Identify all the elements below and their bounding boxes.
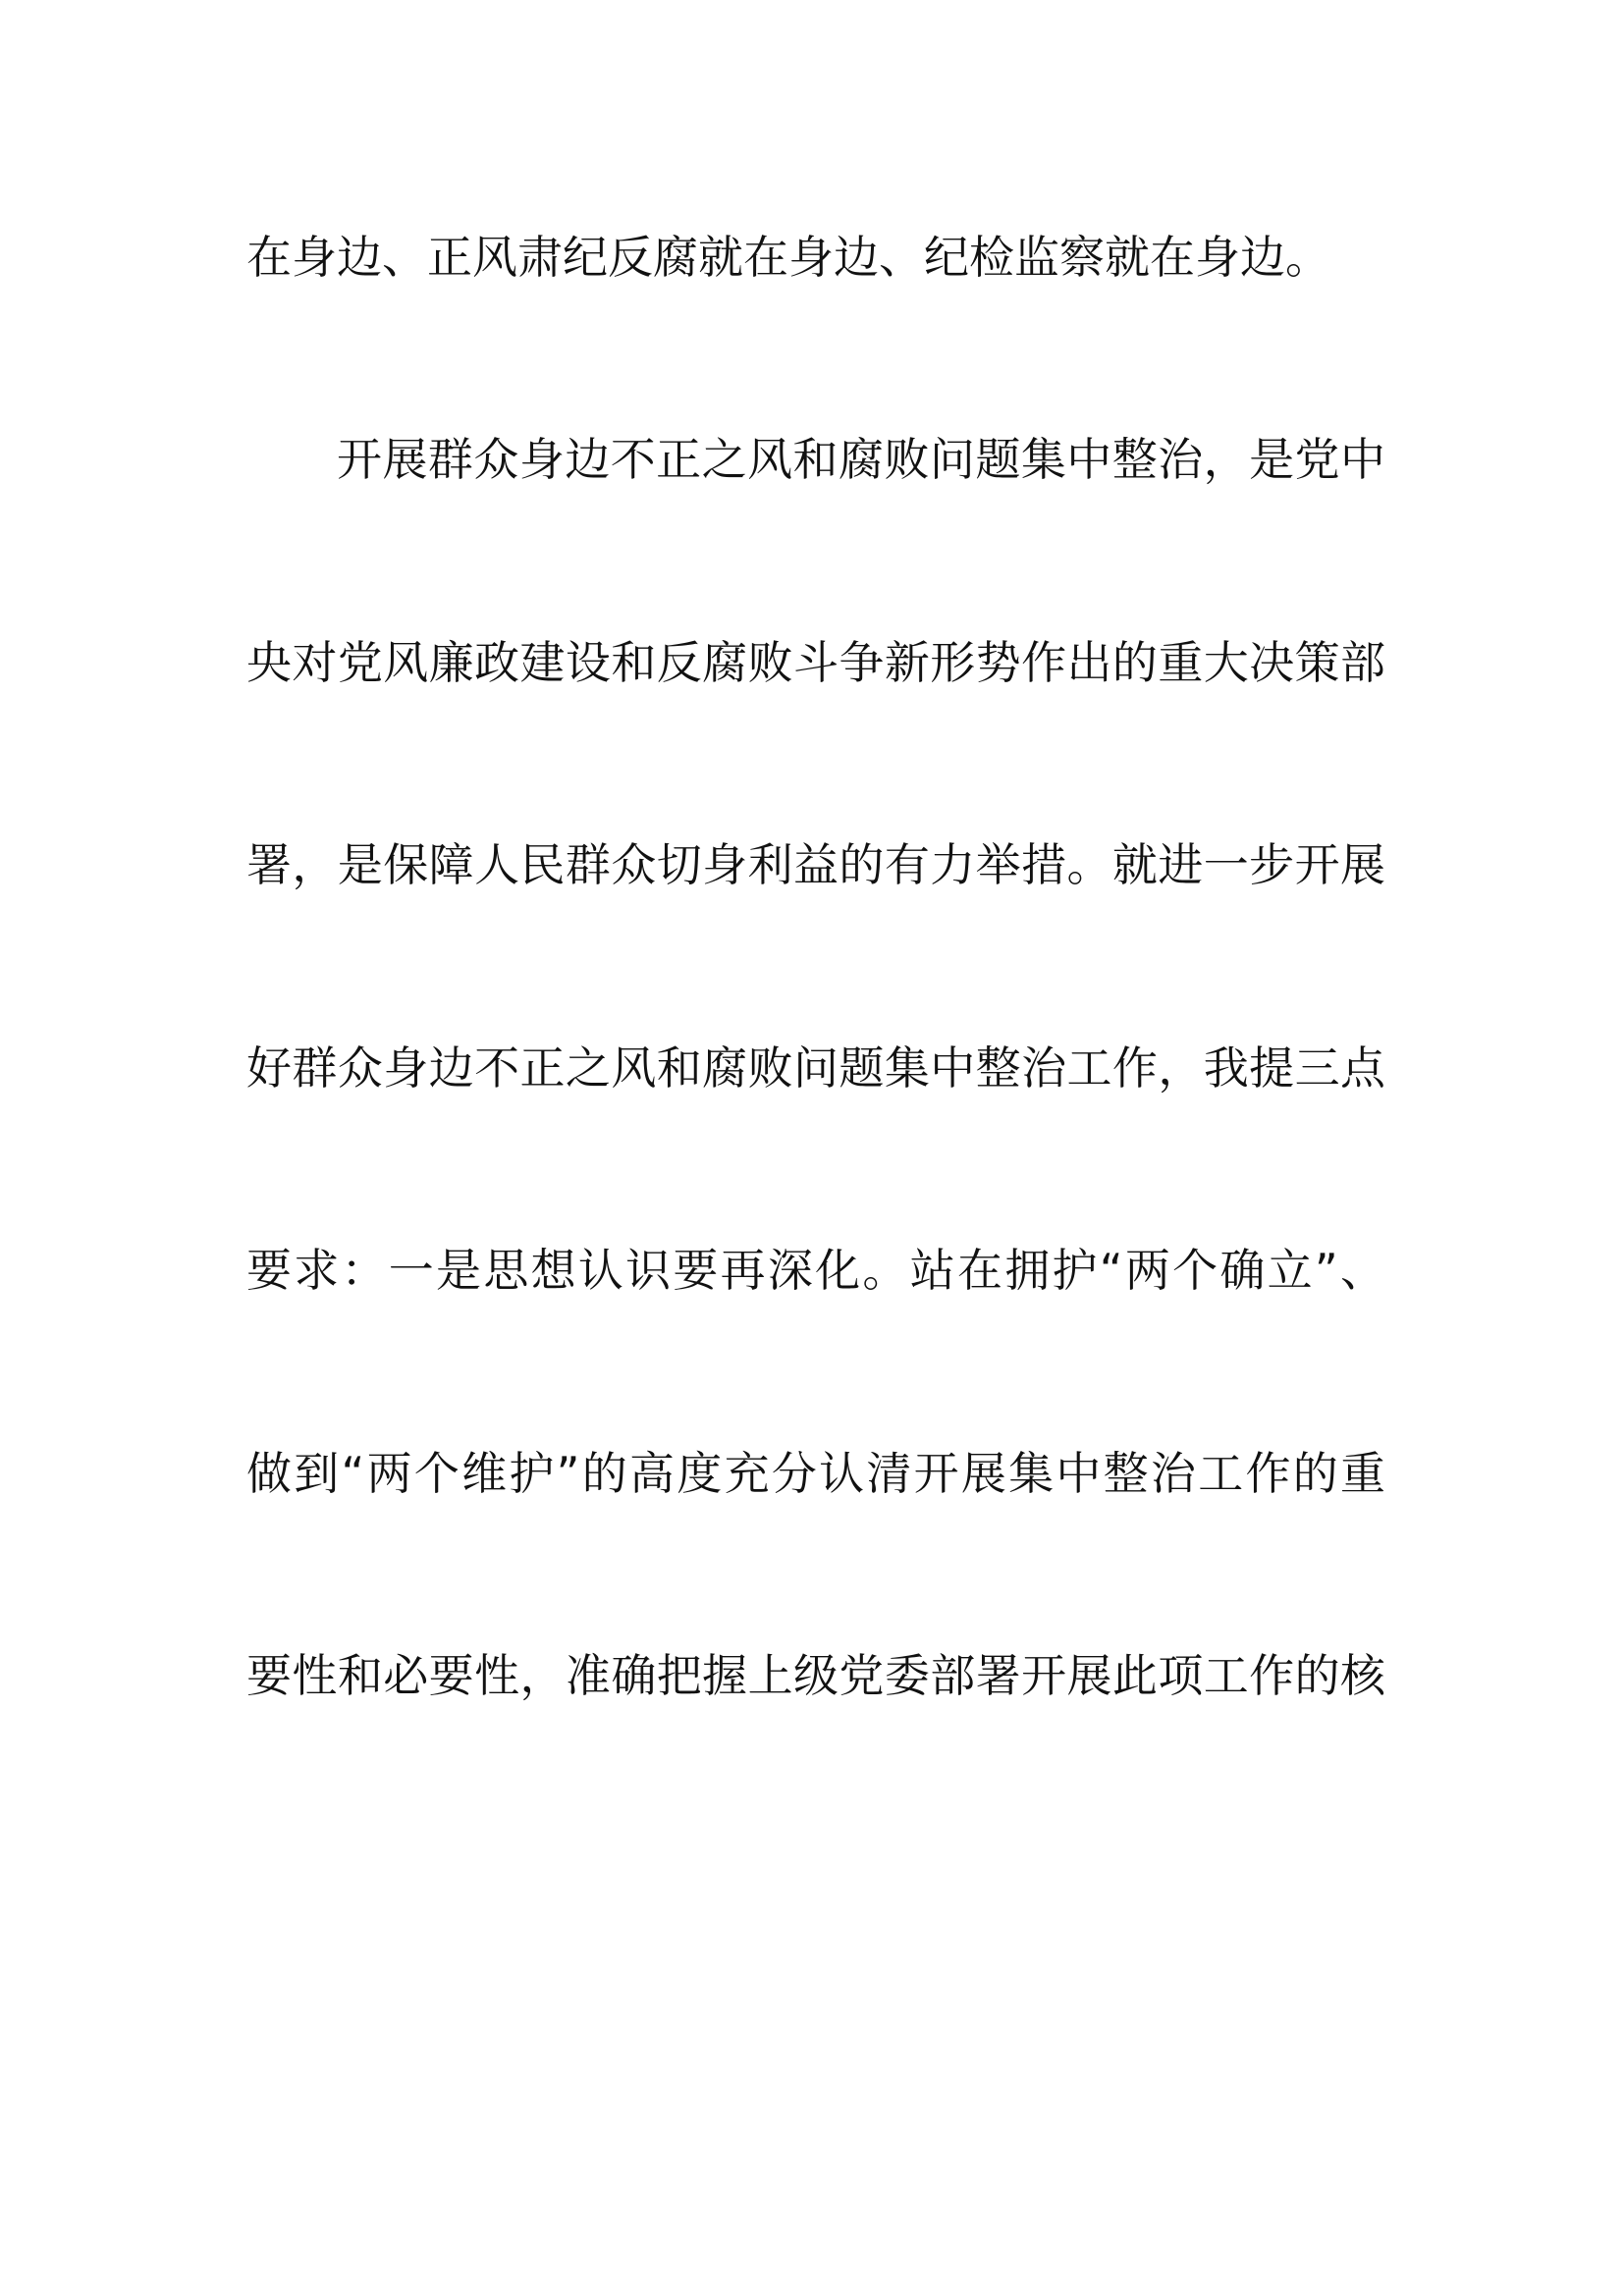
paragraph-first-line: 开展群众身边不正之风和腐败问题集中整治，是党中	[337, 433, 1385, 486]
text-line: 央对党风廉政建设和反腐败斗争新形势作出的重大决策部	[246, 636, 1385, 689]
text-line: 做到“两个维护”的高度充分认清开展集中整治工作的重	[246, 1447, 1385, 1500]
text-line: 要性和必要性，准确把握上级党委部署开展此项工作的核	[246, 1649, 1385, 1702]
text-line: 署，是保障人民群众切身利益的有力举措。就进一步开展	[246, 838, 1385, 891]
text-line: 在身边、正风肃纪反腐就在身边、纪检监察就在身边。	[246, 231, 1330, 284]
text-line: 好群众身边不正之风和腐败问题集中整治工作，我提三点	[246, 1041, 1385, 1095]
text-line: 要求：一是思想认识要再深化。站在拥护“两个确立”、	[246, 1244, 1385, 1297]
